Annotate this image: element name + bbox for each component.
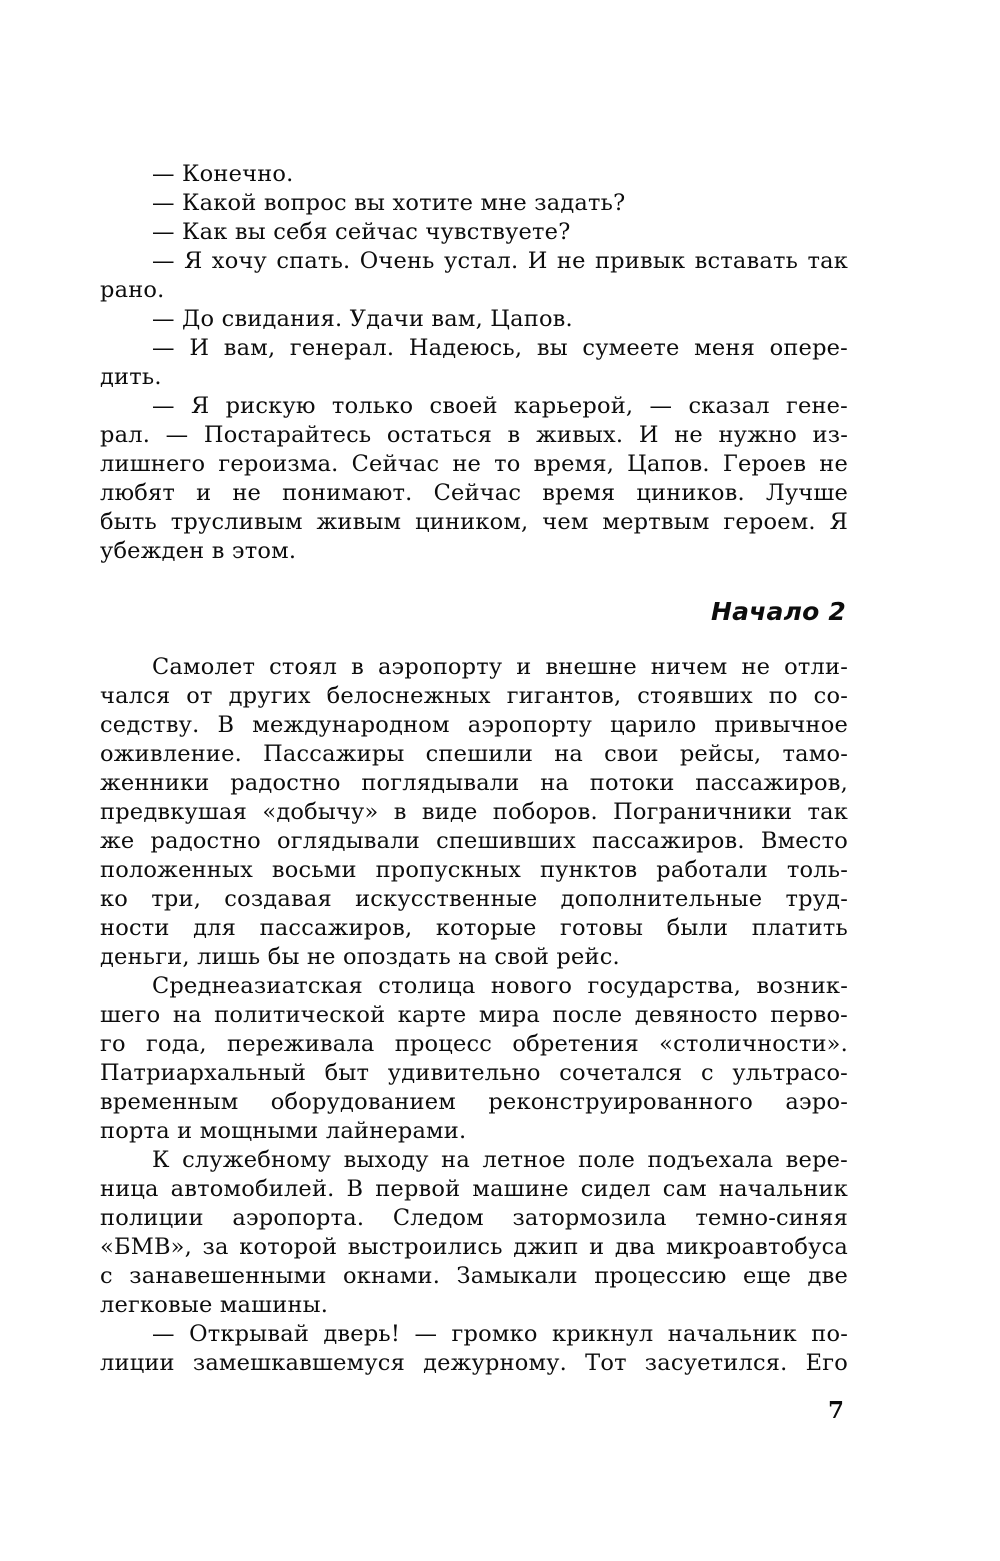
text-line: седству. В международном аэропорту царило привычное: [100, 712, 848, 738]
text-line: лиции замешкавшемуся дежурному. Тот засуетился. Его: [100, 1350, 848, 1376]
paragraph: [100, 305, 848, 334]
text-line: — Какой вопрос вы хотите мне задать?: [152, 190, 626, 216]
text-line: убежден в этом.: [100, 538, 297, 564]
text-line: чался от других белоснежных гигантов, стоявших по со-: [100, 683, 848, 709]
text-line: ница автомобилей. В первой машине сидел сам начальник: [100, 1176, 848, 1202]
text-line: Патриархальный быт удивительно сочетался с ультрасо-: [100, 1060, 848, 1086]
chapter-heading: Начало 2: [710, 597, 846, 626]
text-line: легковые машины.: [100, 1292, 329, 1318]
text-line: положенных восьми пропускных пунктов работали толь-: [100, 857, 848, 883]
text-line: предвкушая «добычу» в виде поборов. Пограничники так: [100, 799, 848, 825]
text-line: К служебному выходу на летное поле подъехала вере-: [152, 1147, 848, 1173]
paragraph: [100, 334, 848, 392]
paragraph: [100, 189, 848, 218]
text-line: с занавешенными окнами. Замыкали процессию еще две: [100, 1263, 848, 1289]
text-line: ко три, создавая искусственные дополнительные труд-: [100, 886, 848, 912]
text-line: «БМВ», за которой выстроились джип и два микроавтобуса: [100, 1234, 848, 1260]
text-line: — Я хочу спать. Очень устал. И не привык вставать так: [152, 248, 848, 274]
text-line: любят и не понимают. Сейчас время циников. Лучше: [100, 480, 848, 506]
text-line: деньги, лишь бы не опоздать на свой рейс.: [100, 944, 620, 970]
text-line: — Как вы себя сейчас чувствуете?: [152, 219, 571, 245]
text-line: быть трусливым живым циником, чем мертвым героем. Я: [100, 509, 848, 535]
text-line: — Я рискую только своей карьерой, — сказал гене-: [152, 393, 848, 419]
text-line: Среднеазиатская столица нового государства, возник-: [152, 973, 848, 999]
text-line: временным оборудованием реконструированного аэро-: [100, 1089, 848, 1115]
text-line: рал. — Постарайтесь остаться в живых. И не нужно из-: [100, 422, 848, 448]
text-line: же радостно оглядывали спешивших пассажиров. Вместо: [100, 828, 848, 854]
text-line: оживление. Пассажиры спешили на свои рейсы, тамо-: [100, 741, 848, 767]
text-line: порта и мощными лайнерами.: [100, 1118, 467, 1144]
paragraph: [100, 218, 848, 247]
paragraph: [100, 160, 848, 189]
paragraph: [100, 392, 848, 566]
text-line: шего на политической карте мира после девяносто перво-: [100, 1002, 848, 1028]
text-line: ности для пассажиров, которые готовы были платить: [100, 915, 848, 941]
paragraph: [100, 972, 848, 1146]
text-line: полиции аэропорта. Следом затормозила темно-синяя: [100, 1205, 848, 1231]
paragraph: [100, 1146, 848, 1320]
page-number: 7: [827, 1397, 844, 1424]
text-line: — До свидания. Удачи вам, Цапов.: [152, 306, 573, 332]
text-line: — Открывай дверь! — громко крикнул начальник по-: [152, 1321, 848, 1347]
page-text: [100, 160, 848, 1378]
text-line: — И вам, генерал. Надеюсь, вы сумеете меня опере-: [152, 335, 848, 361]
text-line: го года, переживала процесс обретения «столичности».: [100, 1031, 848, 1057]
paragraph: [100, 653, 848, 972]
text-line: дить.: [100, 364, 162, 390]
text-line: — Конечно.: [152, 161, 294, 187]
text-line: женники радостно поглядывали на потоки пассажиров,: [100, 770, 848, 796]
text-line: рано.: [100, 277, 165, 303]
paragraph: [100, 247, 848, 305]
paragraph: [100, 1320, 848, 1378]
text-line: лишнего героизма. Сейчас не то время, Цапов. Героев не: [100, 451, 848, 477]
text-line: Самолет стоял в аэропорту и внешне ничем не отли-: [152, 654, 848, 680]
